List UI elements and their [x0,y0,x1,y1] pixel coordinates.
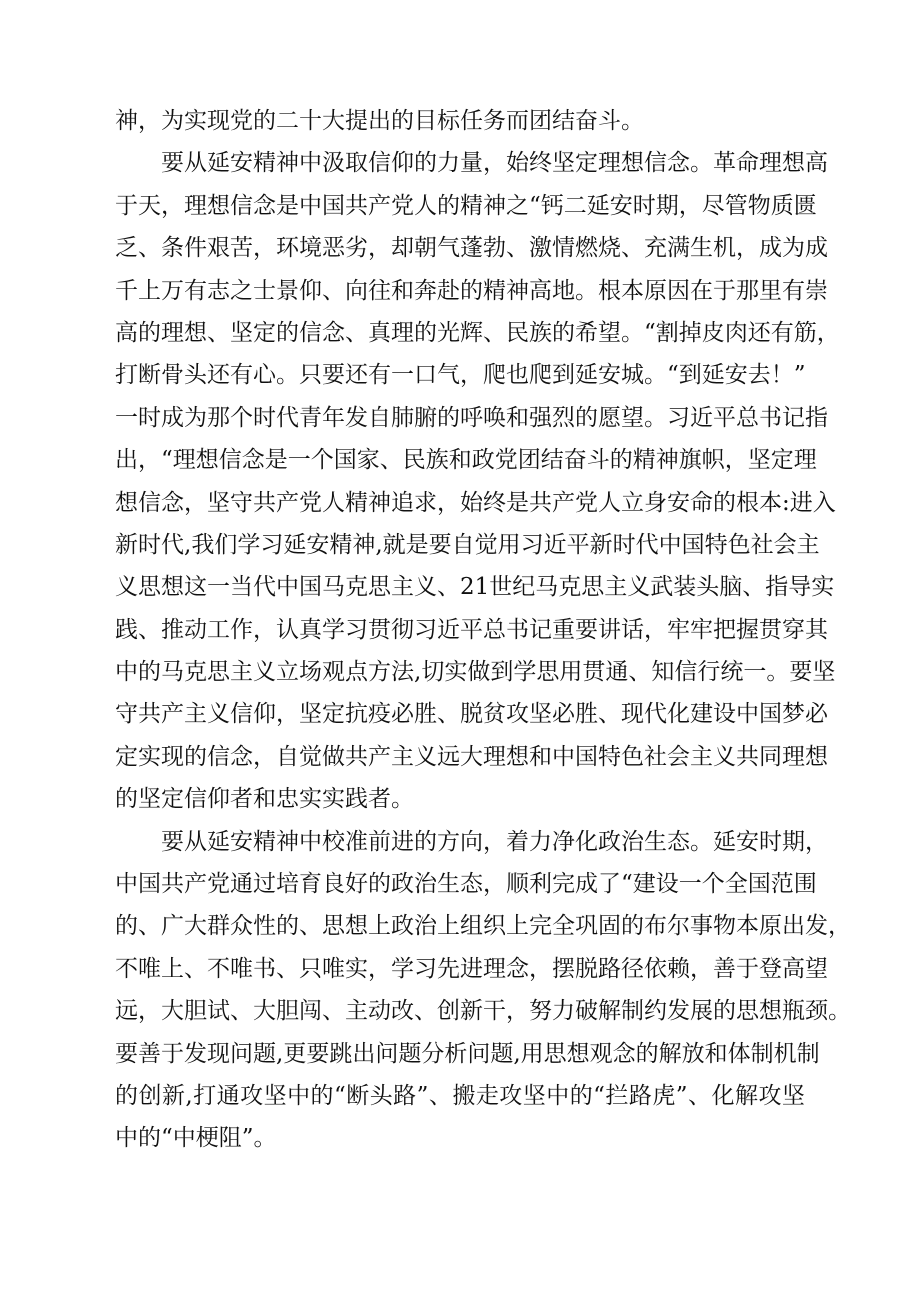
text-line: 想 信 念 ， 坚 守 共 产 党 人 精 神 追 求 ， 始 终 是 共 产 党 人 立 身 安 命 的 根 本 : 进 入 [115,489,836,516]
text-line: 千 上 万 有 志 之 士 景 仰 、 向 往 和 奔 赴 的 精 神 高 地 。 根 本 原 因 在 于 那 里 有 崇 [115,277,828,304]
text-line: 守 共 产 主 义 信 仰 ， 坚 定 抗 疫 必 胜 、 脱 贫 攻 坚 必 胜 、 现 代 化 建 设 中 国 梦 必 [115,701,828,728]
text-line: 出 ， “ 理 想 信 念 是 一 个 国 家 、 民 族 和 政 党 团 结 奋 斗 的 精 神 旗 帜 ， 坚 定 理 [115,447,817,474]
text-line: 神，为实现党的二十大提出的目标任务而团结奋斗。 [115,108,644,134]
text-line: 于 天 ， 理 想 信 念 是 中 国 共 产 党 人 的 精 神 之 “ 钙 二 延 安 时 期 ， 尽 管 物 质 匮 [115,192,817,219]
text-line: 远 ， 大 胆 试 、 大 胆 闯 、 主 动 改 、 创 新 干 ， 努 力 破 解 制 约 发 展 的 思 想 瓶 颈 。 [115,998,851,1025]
text-line: 不 唯 上 、 不 唯 书 、 只 唯 实 ， 学 习 先 进 理 念 ， 摆 脱 路 径 依 赖 ， 善 于 登 高 望 [115,955,828,982]
text-line: 中 国 共 产 党 通 过 培 育 良 好 的 政 治 生 态 ， 顺 利 完 成 了 “ 建 设 一 个 全 国 范 围 [115,871,817,898]
text-line: 的 创 新 , 打 通 攻 坚 中 的 “ 断 头 路 ” 、 搬 走 攻 坚 中 的 “ 拦 路 虎 ” 、 化 解 攻 坚 [115,1082,805,1109]
text-line: 要 善 于 发 现 问 题 , 更 要 跳 出 问 题 分 析 问 题 , 用 思 想 观 念 的 解 放 和 体 制 机 制 [115,1040,820,1067]
text-line: 义 思 想 这 一 当 代 中 国 马 克 思 主 义 、 2 1 世 纪 马 克 思 主 义 武 装 头 脑 、 指 导 实 [115,574,835,601]
text-line: 新 时 代 , 我 们 学 习 延 安 精 神 , 就 是 要 自 觉 用 习 近 平 新 时 代 中 国 特 色 社 会 主 [115,531,820,558]
text-line: 乏 、 条 件 艰 苦 ， 环 境 恶 劣 ， 却 朝 气 蓬 勃 、 激 情 燃 烧 、 充 满 生 机 ， 成 为 成 [115,235,828,262]
text-line: 定 实 现 的 信 念 ， 自 觉 做 共 产 主 义 远 大 理 想 和 中 国 特 色 社 会 主 义 共 同 理 想 [115,743,828,770]
text-line: 一 时 成 为 那 个 时 代 青 年 发 自 肺 腑 的 呼 唤 和 强 烈 的 愿 望 。 习 近 平 总 书 记 指 [115,404,828,431]
text-line: 打 断 骨 头 还 有 心 。 只 要 还 有 一 口 气 ， 爬 也 爬 到 延 安 城 。 “ 到 延 安 去 ！ ” [115,362,806,389]
text-line: 的 、 广 大 群 众 性 的 、 思 想 上 政 治 上 组 织 上 完 全 巩 固 的 布 尔 事 物 本 原 出 发 ， [115,913,851,940]
text-line: 中的“中梗阻”。 [115,1125,277,1152]
text-line: 要 从 延 安 精 神 中 校 准 前 进 的 方 向 ， 着 力 净 化 政 治 生 态 。 延 安 时 期 ， [161,828,828,855]
text-line: 中 的 马 克 思 主 义 立 场 观 点 方 法 , 切 实 做 到 学 思 用 贯 通 、 知 信 行 统 一 。 要 坚 [115,659,836,686]
document-body [115,100,851,1160]
text-line: 的坚定信仰者和忠实实践者。 [115,786,414,813]
text-line: 高 的 理 想 、 坚 定 的 信 念 、 真 理 的 光 辉 、 民 族 的 希 望 。 “ 割 掉 皮 肉 还 有 筋 ， [115,319,840,346]
text-line: 要 从 延 安 精 神 中 汲 取 信 仰 的 力 量 ， 始 终 坚 定 理 想 信 念 。 革 命 理 想 高 [161,150,828,177]
text-line: 践 、 推 动 工 作 ， 认 真 学 习 贯 彻 习 近 平 总 书 记 重 要 讲 话 ， 牢 牢 把 握 贯 穿 其 [115,616,828,643]
